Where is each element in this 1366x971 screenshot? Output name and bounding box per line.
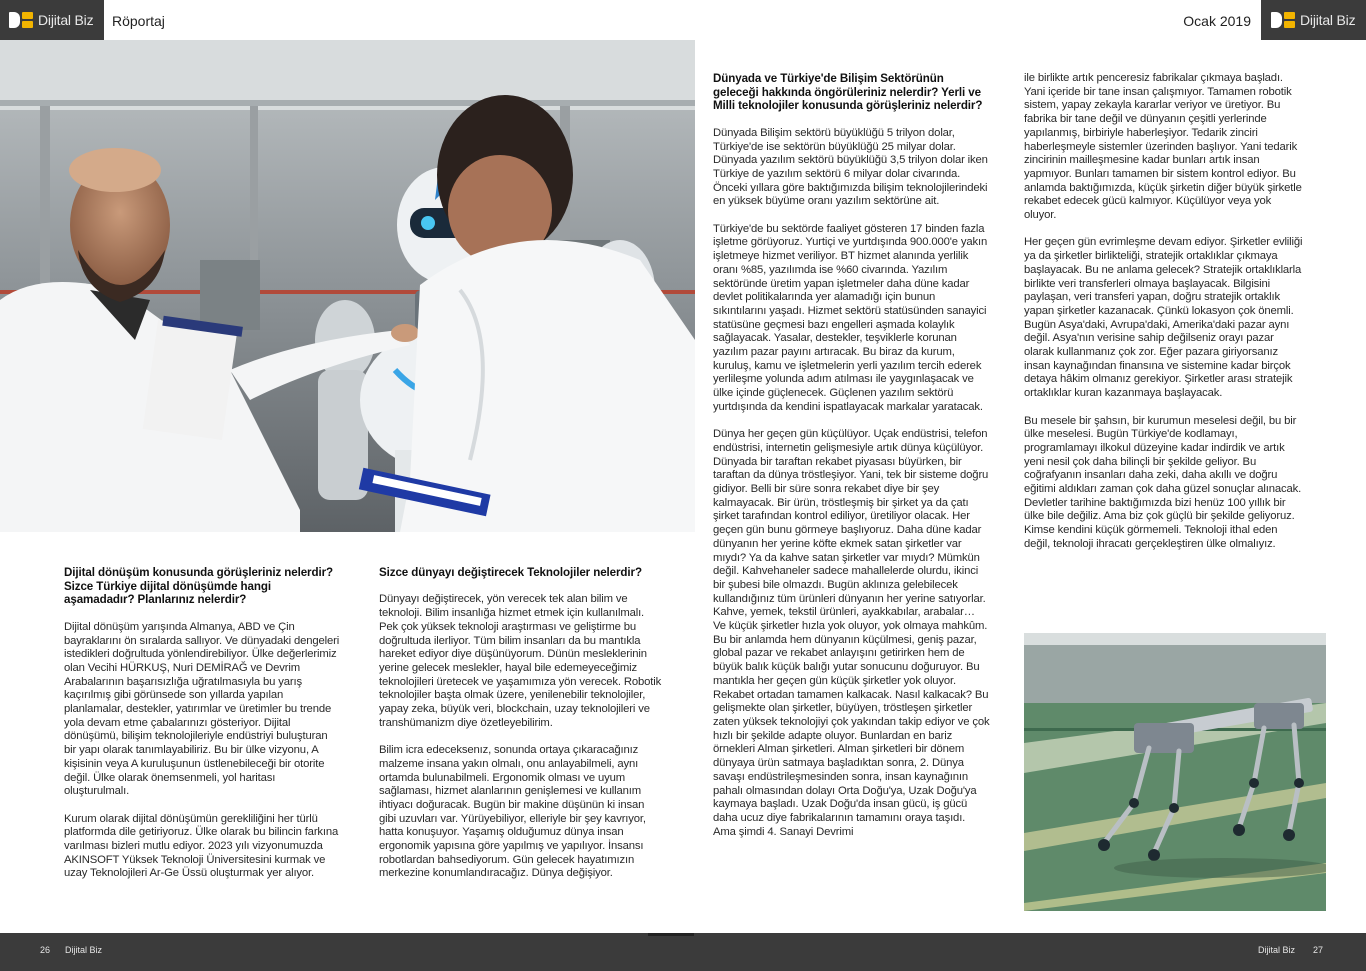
logo-text: Dijital Biz	[1300, 12, 1356, 28]
interview-photo	[0, 40, 695, 532]
article-column-3	[713, 72, 990, 853]
brand-logo-right[interactable]	[1261, 0, 1366, 40]
article-column-1	[64, 566, 342, 895]
question-heading: Dijital dönüşüm konusunda görüşleriniz nelerdir? Sizce Türkiye dijital dönüşümde hangi aşamadadır? Planlarınız nelerdir?	[64, 566, 333, 607]
footer-brand-left: Dijital Biz	[65, 945, 103, 955]
page-footer	[0, 933, 1366, 971]
paragraph: Kurum olarak dijital dönüşümün gerekliliğini her türlü platformda dile getiriyoruz. Ülke olarak bu bilincin farkına varılması bizleri mutlu ediyor. 2023 yılı vizyonumuzda AKINSOFT Yüksek Teknoloji Üniversitesini kurmak ve uzay Teknolojileri Ar-Ge Üssü oluşturmak yer alıyor.	[64, 812, 339, 880]
section-title: Röportaj	[112, 13, 165, 29]
paragraph: Dünyayı değiştirecek, yön verecek tek alan bilim ve teknoloji. Bilim insanlığa hizmet etmek için kullanılmalı. Pek çok yüksek teknoloji araştırması ve geliştirme bu doğrultuda ilerliyor. Tüm bilim insanları da bu mantıkla hareket ediyor diye düşünüyorum. Dünün mesleklerinin yerine gelecek meslekler, hayal bile edemeyeceğimiz teknolojileri üretecek ve yaşamımıza yön verecek. Robotik teknolojiler başta olmak üzere, yenilenebilir teknolojiler, yapay zeka, büyük veri, blockchain, uzay teknolojileri ve transhümanizm diye özetleyebilirim.	[379, 593, 662, 729]
paragraph: Her geçen gün evrimleşme devam ediyor. Şirketler evliliği ya da şirketler birlikteliği, stratejik ortaklıklar çıkmaya başlayacak. Bu ne anlama gelecek? Stratejik ortaklıklarla birlikte veri transferleri olmaya başlayacak. Bilgisini paylaşan, veri transferi yapan, doğru stratejik ortaklık yapan şirketler kazanacak. Çünkü lokasyon çok önemli. Bugün Asya'daki, Avrupa'daki, Amerika'daki pazar aynı değil. Asya'nın verisine sahip değilseniz orayı pazar olarak kullanmanız çok zor. Eğer pazara giriyorsanız insan kaynağından finansına ve sistemine kadar birçok detaya hâkim olmanız gerekiyor. Şirketler arası stratejik ortaklıklar kuran kazanmaya başlayacak.	[1024, 236, 1303, 400]
footer-brand-right: Dijital Biz	[1258, 945, 1296, 955]
paragraph: Dünya her geçen gün küçülüyor. Uçak endüstrisi, telefon endüstrisi, internetin gelişmesiyle artık dünya küçülüyor. Dünyada bir taraftan rekabet piyasası büyürken, bir taraftan da dünya tröstleşiyor. Yani, tek bir sisteme doğru gidiyor. Belli bir süre sonra rekabet diye bir şey kalmayacak. Bir ürün, tröstleşmiş bir şirket ya da çatı şirket tarafından kontrol ediliyor, üretiliyor olacak. Her geçen gün bunu görmeye başlıyoruz. Daha düne kadar dünyanın her yerine köfte ekmek satan şirketler var mıydı? Ya da kahve satan şirketler var mıydı? Mümkün değil. Kahvehaneler sadece mahallelerde olurdu, ikinci bir şubesi bile olmazdı. Bugün aklınıza gelebilecek kullandığınız tüm ürünleri dünyanın her yerine satıyorlar. Kahve, yemek, tekstil ürünleri, ayakkabılar, arabalar… Ve küçük şirketler hızla yok oluyor, yok olmaya mahkûm. Bu bir anlamda hem dünyanın küçülmesi, geniş pazar, global pazar ve rekabet anlayışını getirirken hem de büyük balık küçük balığı yutar sonucunu doğuruyor. Bu mantıkla her geçen gün küçük şirketler yok oluyor. Rekabet ortadan tamamen kalkacak. Nasıl kalkacak? Bu gelişmekte olan şirketler, büyüyen, tröstleşen şirketler zaten yüksek teknolojiyi çok yakından takip ediyor ve çok hızlı bir şekilde adapte oluyor. Bunlardan en bariz örnekleri Alman şirketleri. Alman şirketleri bir dönem dünyaya ürün satmaya başladıktan sonra, 2. Dünya savaşı endüstrileşmesinden sonra, insan kaynağının pahalı olmasından dolayı Orta Doğu'ya, Uzak Doğu'ya kaymaya başladı. Uzak Doğu'da insan gücü, iş gücü daha ucuz diye fabrikalarının tamamını oraya taşıdı. Ama şimdi 4. Sanayi Devrimi	[713, 428, 990, 838]
paragraph: Bilim icra edeceksenız, sonunda ortaya çıkaracağınız malzeme insana yakın olmalı, onu anlayabilmeli, aynı ortamda bulunabilmeli. Ergonomik olması ve uyum sağlaması, hizmet alanlarının genişlemesi ve kullanım ihtiyacı doğuracak. Bugün bir makine düşünün ki insan gibi uzuvları var. Yürüyebiliyor, elleriyle bir şey kavrıyor, hatta konuşuyor. Yaşamış olduğumuz dünya insan ergonomik yapısına göre yapılmış ve yapılıyor. İnsansı robotlardan bahsediyorum. Gün gelecek hayatımızın merkezine konumlandıracağız. Dünya değişiyor.	[379, 744, 646, 880]
paragraph: Dünyada Bilişim sektörü büyüklüğü 5 trilyon dolar, Türkiye'de ise sektörün büyüklüğü 25 milyar dolar. Dünyada yazılım sektörü büyüklüğü 3,5 trilyon dolar iken Türkiye de yazılım sektörü 6 milyar dolar civarında. Önceki yıllara göre baktığımızda bilişim teknolojilerindeki en yüksek büyüme oranı yazılım sektörüne ait.	[713, 126, 988, 208]
page-number-left: 26	[40, 945, 51, 955]
paragraph: Türkiye'de bu sektörde faaliyet gösteren 17 binden fazla işletme görüyoruz. Yurtiçi ve yurtdışında 900.000'e yakın işletmeye hizmet veriliyor. BT hizmet alanında yerlilik oranı %85, yazılımda ise %60 civarında. Yazılım sektöründe üretim yapan işletmeler daha düne kadar devlet politikalarında yer alamadığı için bunun sıkıntılarını yaşadı. Hizmet sektörü statüsünden sanayici statüsüne geçmesi bazı engelleri aşmada kolaylık sağlayacak. Yasalar, destekler, teşviklerle korunan yazılım pazar payını artıracak. Bu biraz da kurum, kuruluş, kamu ve işletmelerin yerli yazılım tercih ederek yerlileşme yolunda adım atılması ile yaygınlaşacak ve ülke içinde güçlenecek. Güçlenen yazılım sektörü yurtdışında da kendini ispatlayacak markalar yaratacak.	[713, 222, 988, 413]
issue-date: Ocak 2019	[1183, 13, 1251, 29]
paragraph: ile birlikte artık penceresiz fabrikalar çıkmaya başladı. Yani içeride bir tane insan çalışmıyor. Tamamen robotik sistem, yapay zekayla kararlar veriyor ve üretiyor. Bu fabrika bir tane değil ve dünyanın çeşitli yerlerinde yapılanmış, birbiriyle haberleşiyor. Tedarik zinciri haberleşmeyle sistemler üzerinden başlıyor. Yani tedarik zincirinin mailleşmesine kadar bunları artık insan yapmıyor. Bunları tamamen bir sistem kontrol ediyor. Bu anlamda baktığımızda, küçük şirketin diğer büyük şirketle rekabet edecek gücü kalmıyor. Küçülüyor veya yok oluyor.	[1024, 72, 1302, 222]
logo-mark-icon	[9, 12, 33, 28]
paragraph: Dijital dönüşüm yarışında Almanya, ABD ve Çin bayraklarını ön sıralarda sallıyor. Ve dünyadaki dengeleri istedikleri doğrultuda yönlendirebiliyor. Ülke değerlerimiz olan Vecihi HÜRKUŞ, Nuri DEMİRAĞ ve Devrim Arabalarının başarısızlığa uğratılmasıyla bu yarış kaçırılmış gibi görünsede son yıllarda yapılan planlamalar, destekler, yatırımlar ve üretimler bu trende yola devam etme çabalarınızı gösteriyor. Dijital dönüşümü, bilişim teknolojileriyle endüstriyi buluşturan bir yapı olarak tanımlayabiliriz. Bu bir ülke vizyonu, A kişisinin veya A kuruluşunun üstlenebileceği bir otorite değil. Ülke olarak önemsenmeli, yol haritası oluşturulmalı.	[64, 620, 340, 798]
footer-divider	[648, 933, 694, 936]
article-column-4	[1024, 72, 1306, 565]
brand-logo-left[interactable]	[0, 0, 104, 40]
question-heading: Sizce dünyayı değiştirecek Teknolojiler nelerdir?	[379, 566, 642, 579]
page-number-right: 27	[1313, 945, 1324, 955]
logo-text: Dijital Biz	[38, 12, 94, 28]
quadruped-robot-photo	[1024, 633, 1326, 911]
article-column-2	[379, 566, 663, 895]
question-heading: Dünyada ve Türkiye'de Bilişim Sektörünün geleceği hakkında öngörüleriniz nelerdir? Yerli ve Milli teknolojiler konusunda görüşleriniz nelerdir?	[713, 72, 983, 113]
paragraph: Bu mesele bir şahsın, bir kurumun meselesi değil, bu bir ülke meselesi. Bugün Türkiye'de kodlamayı, programlamayı ilkokul düzeyine kadar indirdik ve artık yeni nesil çok daha bilinçli bir şekilde geliyor. Bu coğrafyanın insanları daha zeki, daha akıllı ve doğru eğitimi aldıkları zaman çok daha güzel sonuçlar alınacak. Devletler tarihine baktığımızda bizi henüz 100 yıllık bir ülke bile değiliz. Ama biz çok güçlü bir şekilde geliyoruz. Kimse kendini küçük görmemeli. Teknoloji ithal eden değil, teknoloji ihracatı gerçekleştiren ülke olmalıyız.	[1024, 414, 1302, 550]
logo-mark-icon	[1271, 12, 1295, 28]
